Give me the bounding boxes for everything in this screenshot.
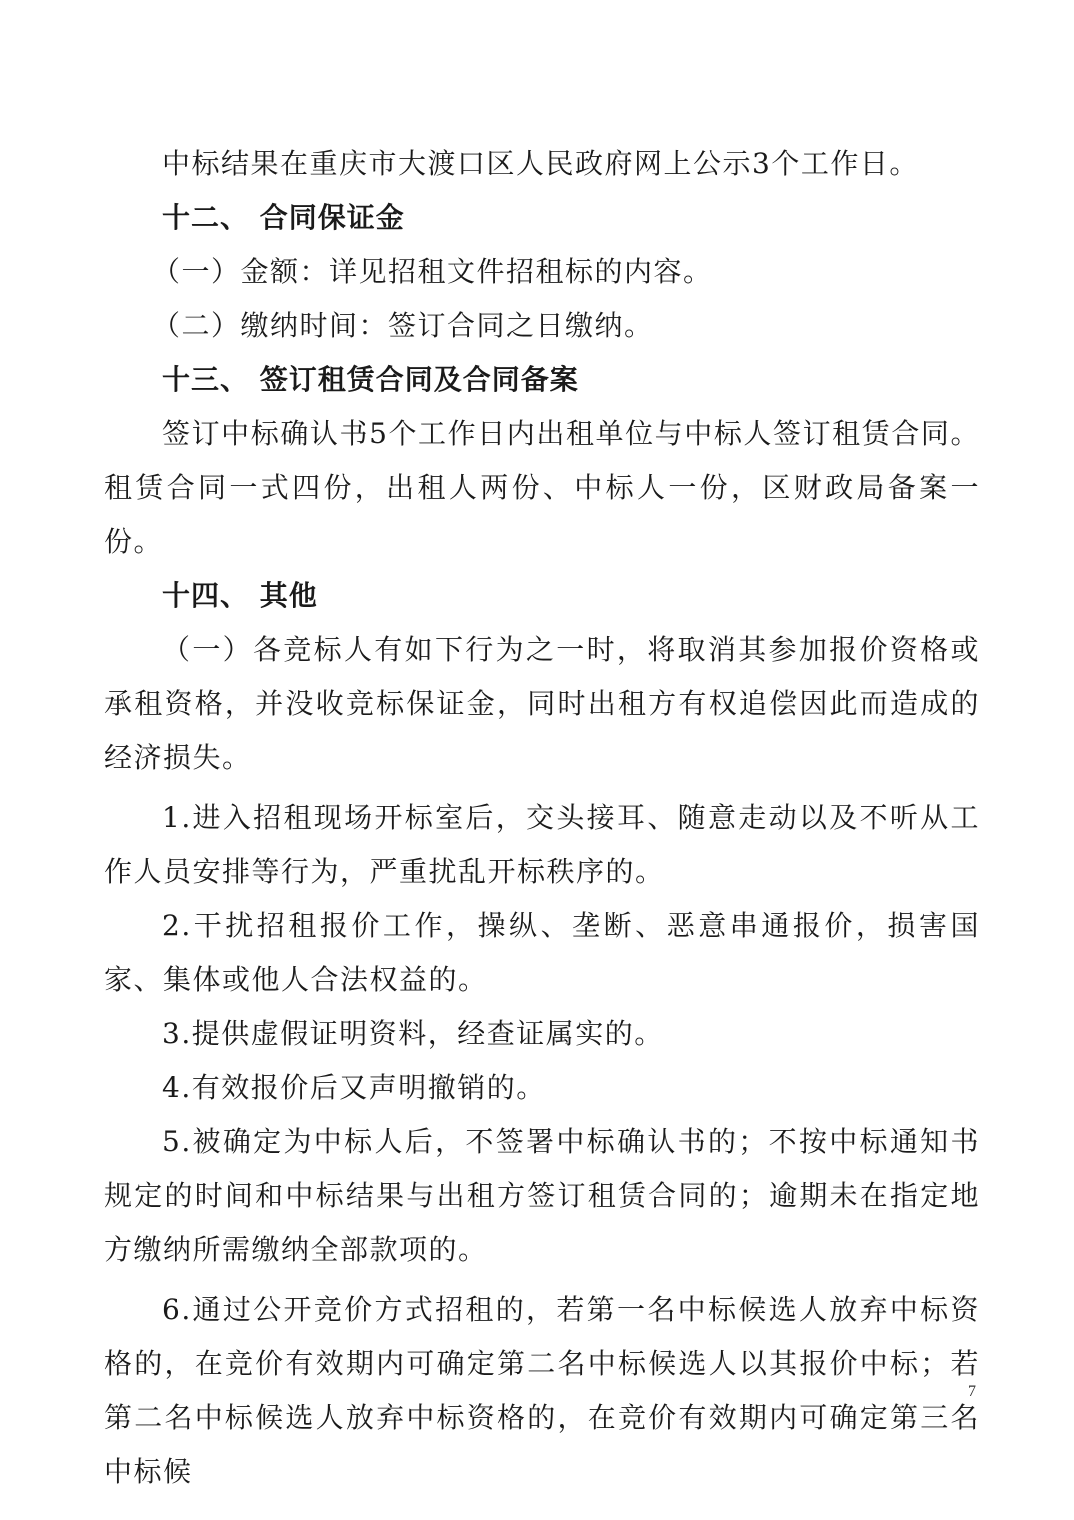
list-item-5: 5.被确定为中标人后，不签署中标确认书的；不按中标通知书规定的时间和中标结果与出租方签订租赁合同的；逾期未在指定地方缴纳所需缴纳全部款项的。 bbox=[104, 1125, 980, 1266]
list-item-2: 2.干扰招租报价工作，操纵、垄断、恶意串通报价，损害国家、集体或他人合法权益的。 bbox=[104, 909, 980, 996]
list-item-1: 1.进入招租现场开标室后，交头接耳、随意走动以及不听从工作人员安排等行为，严重扰乱开标秩序的。 bbox=[104, 801, 980, 888]
heading-other: 十四、 其他 bbox=[162, 579, 318, 612]
list-item-6: 6.通过公开竞价方式招租的，若第一名中标候选人放弃中标资格的，在竞价有效期内可确定第二名中标候选人以其报价中标；若第二名中标候选人放弃中标资格的，在竞价有效期内可确定第三名中标候 bbox=[104, 1293, 980, 1488]
paragraph-deposit-amount: （一）金额：详见招租文件招租标的内容。 bbox=[152, 255, 713, 288]
heading-contract-deposit: 十二、 合同保证金 bbox=[162, 201, 405, 234]
list-item-4: 4.有效报价后又声明撤销的。 bbox=[162, 1071, 546, 1104]
paragraph-publicity: 中标结果在重庆市大渡口区人民政府网上公示3个工作日。 bbox=[162, 147, 919, 180]
heading-lease-contract: 十三、 签订租赁合同及合同备案 bbox=[162, 363, 579, 396]
document-body bbox=[104, 137, 980, 1499]
paragraph-disqualification: （一）各竞标人有如下行为之一时，将取消其参加报价资格或承租资格，并没收竞标保证金，同时出租方有权追偿因此而造成的经济损失。 bbox=[104, 633, 980, 774]
page-number: 7 bbox=[968, 1383, 976, 1400]
list-item-3: 3.提供虚假证明资料，经查证属实的。 bbox=[162, 1017, 664, 1050]
paragraph-lease-contract: 签订中标确认书5个工作日内出租单位与中标人签订租赁合同。租赁合同一式四份，出租人两份、中标人一份，区财政局备案一份。 bbox=[104, 417, 980, 558]
paragraph-deposit-time: （二）缴纳时间：签订合同之日缴纳。 bbox=[152, 309, 654, 342]
